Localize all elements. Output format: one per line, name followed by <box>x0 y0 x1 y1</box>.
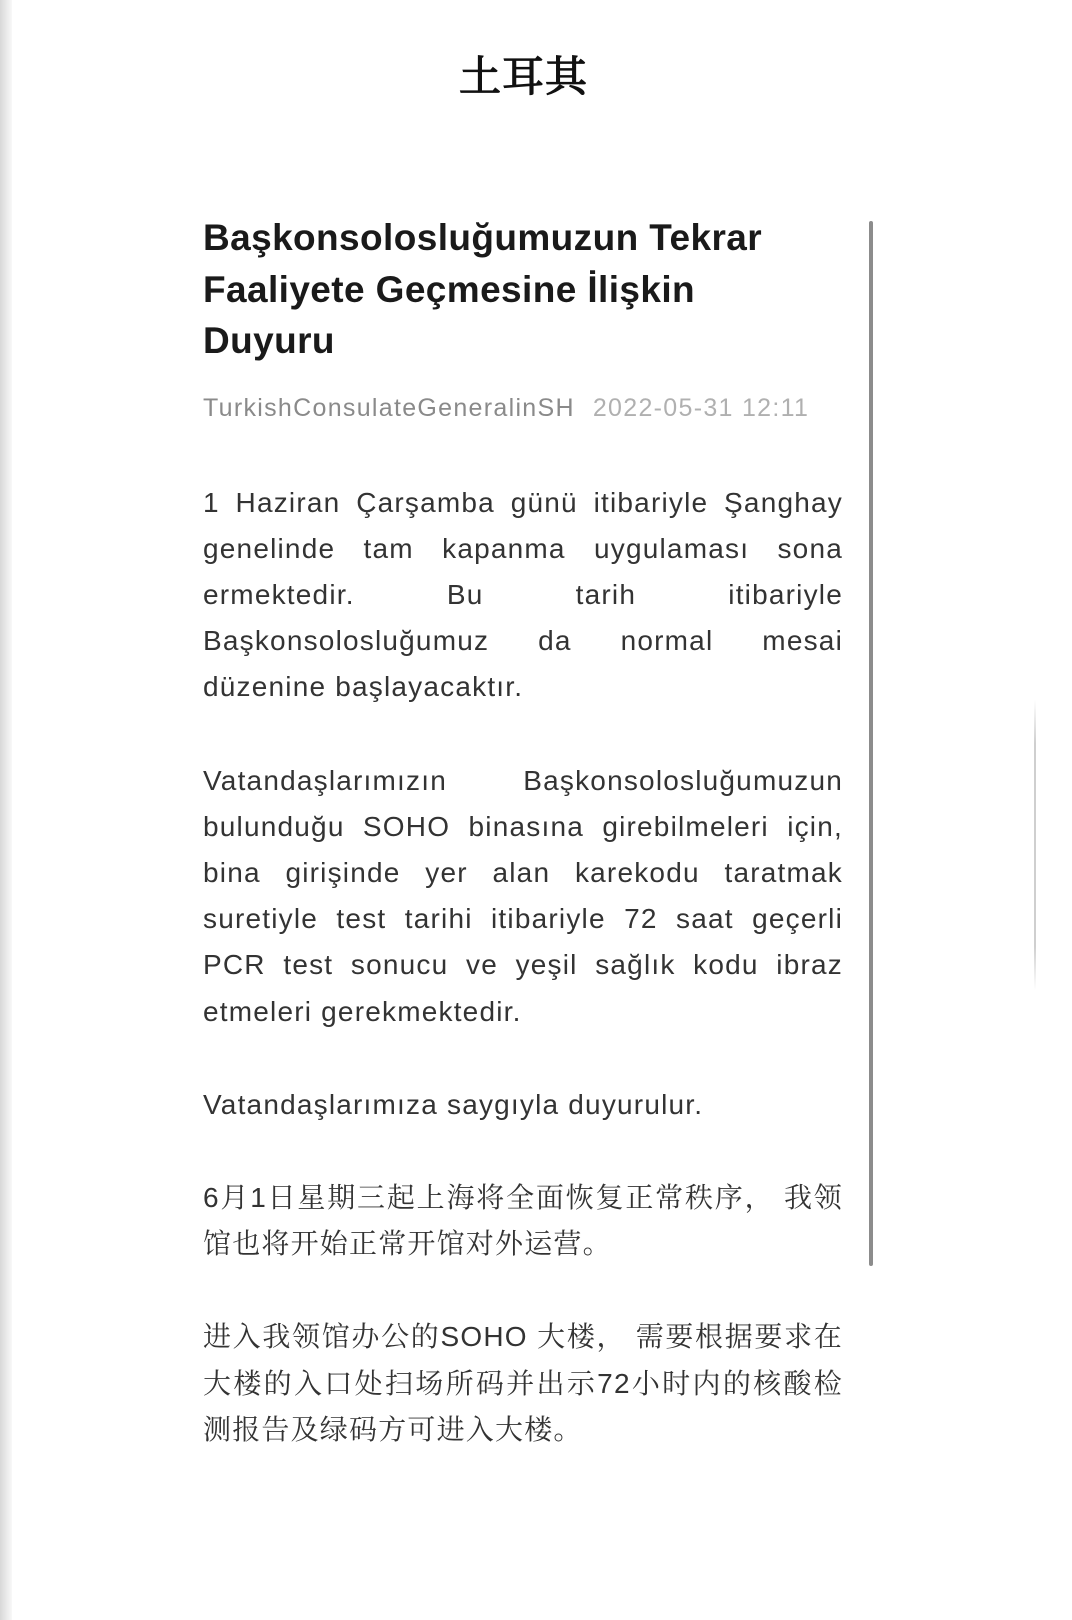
screen-edge-right <box>1034 700 1036 990</box>
page-heading: 土耳其 <box>458 53 588 100</box>
article-meta <box>203 390 843 426</box>
publish-datetime: 2022-05-31 12:11 <box>592 393 810 422</box>
article-body <box>203 480 843 1453</box>
screen-edge-left <box>0 0 12 1620</box>
body-paragraph: 6月1日星期三起上海将全面恢复正常秩序， 我领馆也将开始正常开馆对外运营。 <box>203 1181 843 1260</box>
body-paragraph: 进入我领馆办公的SOHO 大楼， 需要根据要求在大楼的入口处扫场所码并出示72小时内的核酸检测报告及绿码方可进入大楼。 <box>203 1321 843 1445</box>
article-title: Başkonsolosluğumuzun Tekrar Faaliyete Geçmesine İlişkin Duyuru <box>203 217 763 361</box>
body-paragraph: 1 Haziran Çarşamba günü itibariyle Şanghay genelinde tam kapanma uygulaması sona ermektedir. Bu tarih itibariyle Başkonsolosluğumuz da normal mesai düzenine başlayacaktır. <box>203 486 843 703</box>
article <box>203 212 843 1453</box>
body-paragraph: Vatandaşlarımızın Başkonsolosluğumuzun bulunduğu SOHO binasına girebilmeleri için, bina girişinde yer alan karekodu taratmak suretiyle test tarihi itibariyle 72 saat geçerli PCR test sonucu ve yeşil sağlık kodu ibraz etmeleri gerekmektedir. <box>203 764 843 1027</box>
scrollbar[interactable] <box>869 221 873 1266</box>
account-name-link[interactable]: TurkishConsulateGeneralinSH <box>203 393 575 422</box>
body-paragraph: Vatandaşlarımıza saygıyla duyurulur. <box>203 1088 704 1120</box>
